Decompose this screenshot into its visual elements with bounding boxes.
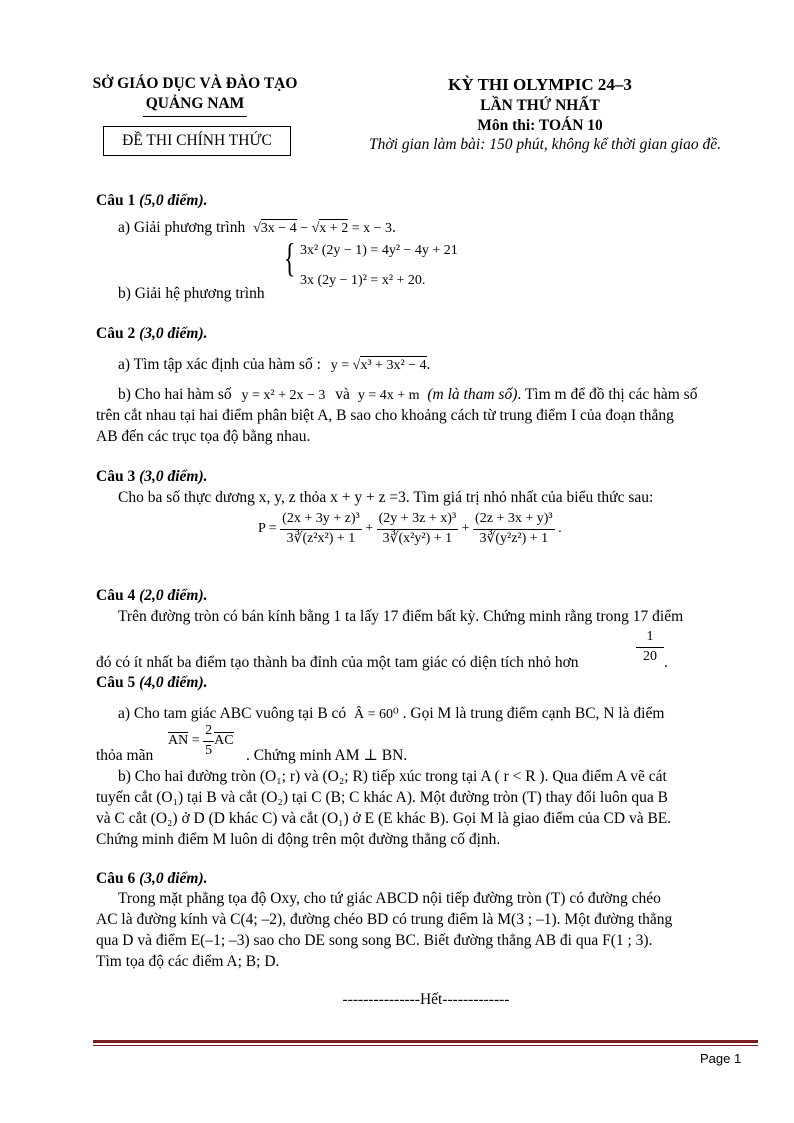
- q2-heading: [96, 324, 208, 345]
- q3-heading: [96, 467, 208, 488]
- q4-end: .: [664, 654, 668, 671]
- q6-line4: Tìm tọa độ các điểm A; B; D.: [96, 953, 280, 970]
- q3-term-1: $\frac{\text{(2x + 3y + z)³}}{\text{3∛(z²x²) + 1}}$: [282, 511, 360, 546]
- q2-b-function-1: y = x² + 2x − 3: [241, 388, 326, 403]
- department-name: SỞ GIÁO DỤC VÀ ĐÀO TẠO: [92, 75, 298, 92]
- end-mark: ---------------Hết-------------: [342, 991, 510, 1008]
- province-name: QUẢNG NAM: [145, 95, 245, 112]
- q3-plus-2: +: [461, 520, 470, 536]
- exam-subject: Môn thi: TOÁN 10: [477, 117, 603, 134]
- q1-a-equation: √3x − 4 − √x + 2 = x − 3: [253, 221, 392, 236]
- q1-heading: [96, 191, 208, 212]
- q2-points: (3,0 điểm).: [139, 325, 208, 342]
- q2-part-a: a) Tìm tập xác định của hàm số : y = √x³ + 3x² − 4.: [118, 356, 431, 373]
- q1-points: (5,0 điểm).: [139, 192, 208, 209]
- q5-b-line2: tuyến cắt (O₁) tại B và cắt (O₂) tại C (B; C khác A). Một đường tròn (T) thay đổi luôn qua B: [96, 789, 668, 806]
- footer-rule-thin: [93, 1045, 758, 1046]
- q5-b-line1: b) Cho hai đường tròn (O₁; r) và (O₂; R) tiếp xúc trong tại A ( r < R ). Qua điểm A vẽ cát: [118, 768, 667, 785]
- q1-title: Câu 1: [96, 192, 136, 209]
- footer-rule-thick: [93, 1040, 758, 1043]
- q3-p-label: P =: [258, 520, 277, 536]
- q2-part-b-line1: b) Cho hai hàm số y = x² + 2x − 3 và y = 4x + m (m là tham số). Tìm m để đồ thị các hàm số: [118, 386, 698, 403]
- exam-round: LẦN THỨ NHẤT: [480, 97, 600, 114]
- q1-a-text: a) Giải phương trình: [118, 219, 246, 236]
- q2-a-text: a) Tìm tập xác định của hàm số :: [118, 356, 321, 373]
- q5-b-line3: và C cắt (O₂) ở D (D khác C) và cắt (O₁) ở E (E khác B). Gọi M là giao điểm của CD và BE.: [96, 810, 672, 827]
- q1-b-text: b) Giải hệ phương trình: [118, 285, 265, 302]
- exam-title: KỲ THI OLYMPIC 24–3: [448, 75, 632, 94]
- q6-title: Câu 6: [96, 870, 136, 887]
- q4-fraction: 1 20: [636, 628, 664, 667]
- q4-title: Câu 4: [96, 587, 136, 604]
- q3-term-2: $\frac{\text{(2y + 3z + x)³}}{\text{3∛(x²y²) + 1}}$: [378, 511, 457, 546]
- q2-b-function-2: y = 4x + m: [357, 388, 420, 403]
- q5-a-vector-relation: AN = $\frac{2}{5}$ AC: [168, 723, 234, 758]
- q2-part-b-line2: trên cắt nhau tại hai điểm phân biệt A, B sao cho khoảng cách từ trung điểm I của đoạn thẳng: [96, 407, 674, 424]
- q6-line1: Trong mặt phẳng tọa độ Oxy, cho tứ giác ABCD nội tiếp đường tròn (T) có đường chéo: [118, 890, 661, 907]
- q5-a-prove: . Chứng minh AM ⊥ BN.: [246, 747, 408, 764]
- q1-b-equation-2: 3x (2y − 1)² = x² + 20.: [300, 273, 426, 288]
- q5-part-a-thoa: thỏa mãn: [96, 747, 154, 764]
- header-underline: [143, 116, 247, 117]
- q3-text: Cho ba số thực dương x, y, z thỏa x + y + z =3. Tìm giá trị nhỏ nhất của biểu thức sau:: [118, 489, 654, 506]
- q4-heading: [96, 586, 208, 607]
- q6-line2: AC là đường kính và C(4; –2), đường chéo BD có trung điểm là M(3 ; –1). Một đường thẳng: [96, 911, 673, 928]
- q6-heading: [96, 869, 208, 890]
- q3-expression: P = $\frac{\text{(2x + 3y + z)³}}{\text{3∛(z²x²) + 1}}$ + $\frac{\text{(2y + 3z + x)³}}{\text{3∛(x²y²) + 1}}$ + $\frac{\text{(2z + 3x + y)³}}{\text{3∛(y²z²) + 1}}$ .: [258, 510, 562, 549]
- q4-line2: đó có ít nhất ba điểm tạo thành ba đỉnh của một tam giác có diện tích nhỏ hơn: [96, 654, 579, 671]
- q2-title: Câu 2: [96, 325, 136, 342]
- q3-term-3: $\frac{\text{(2z + 3x + y)³}}{\text{3∛(y²z²) + 1}}$: [475, 511, 553, 546]
- q4-points: (2,0 điểm).: [139, 587, 208, 604]
- q1-b-equation-1: 3x² (2y − 1) = 4y² − 4y + 21: [300, 243, 458, 258]
- q6-line3: qua D và điểm E(–1; –3) sao cho DE song song BC. Biết đường thẳng AB đi qua F(1 ; 3).: [96, 932, 653, 949]
- q3-points: (3,0 điểm).: [139, 468, 208, 485]
- q5-b-line4: Chứng minh điểm M luôn di động trên một đường thẳng cố định.: [96, 831, 501, 848]
- official-exam-label: ĐỀ THI CHÍNH THỨC: [103, 126, 291, 156]
- exam-duration: Thời gian làm bài: 150 phút, không kể thời gian giao đề.: [369, 136, 721, 153]
- page-number: Page 1: [700, 1051, 742, 1066]
- q5-points: (4,0 điểm).: [139, 674, 208, 691]
- q3-title: Câu 3: [96, 468, 136, 485]
- q2-a-function: y = √x³ + 3x² − 4: [330, 358, 427, 373]
- q2-part-b-line3: AB đến các trục tọa độ bằng nhau.: [96, 428, 311, 445]
- q4-line1: Trên đường tròn có bán kính bằng 1 ta lấy 17 điểm bất kỳ. Chứng minh rằng trong 17 điểm: [118, 608, 684, 625]
- q5-part-a-line1: a) Cho tam giác ABC vuông tại B có Â = 60⁰ . Gọi M là trung điểm cạnh BC, N là điểm: [118, 705, 665, 722]
- q5-a-angle: Â = 60⁰: [354, 707, 399, 722]
- q6-points: (3,0 điểm).: [139, 870, 208, 887]
- q5-heading: [96, 673, 208, 694]
- q1-part-a: a) Giải phương trình √3x − 4 − √x + 2 = x − 3.: [118, 219, 396, 236]
- q5-title: Câu 5: [96, 674, 136, 691]
